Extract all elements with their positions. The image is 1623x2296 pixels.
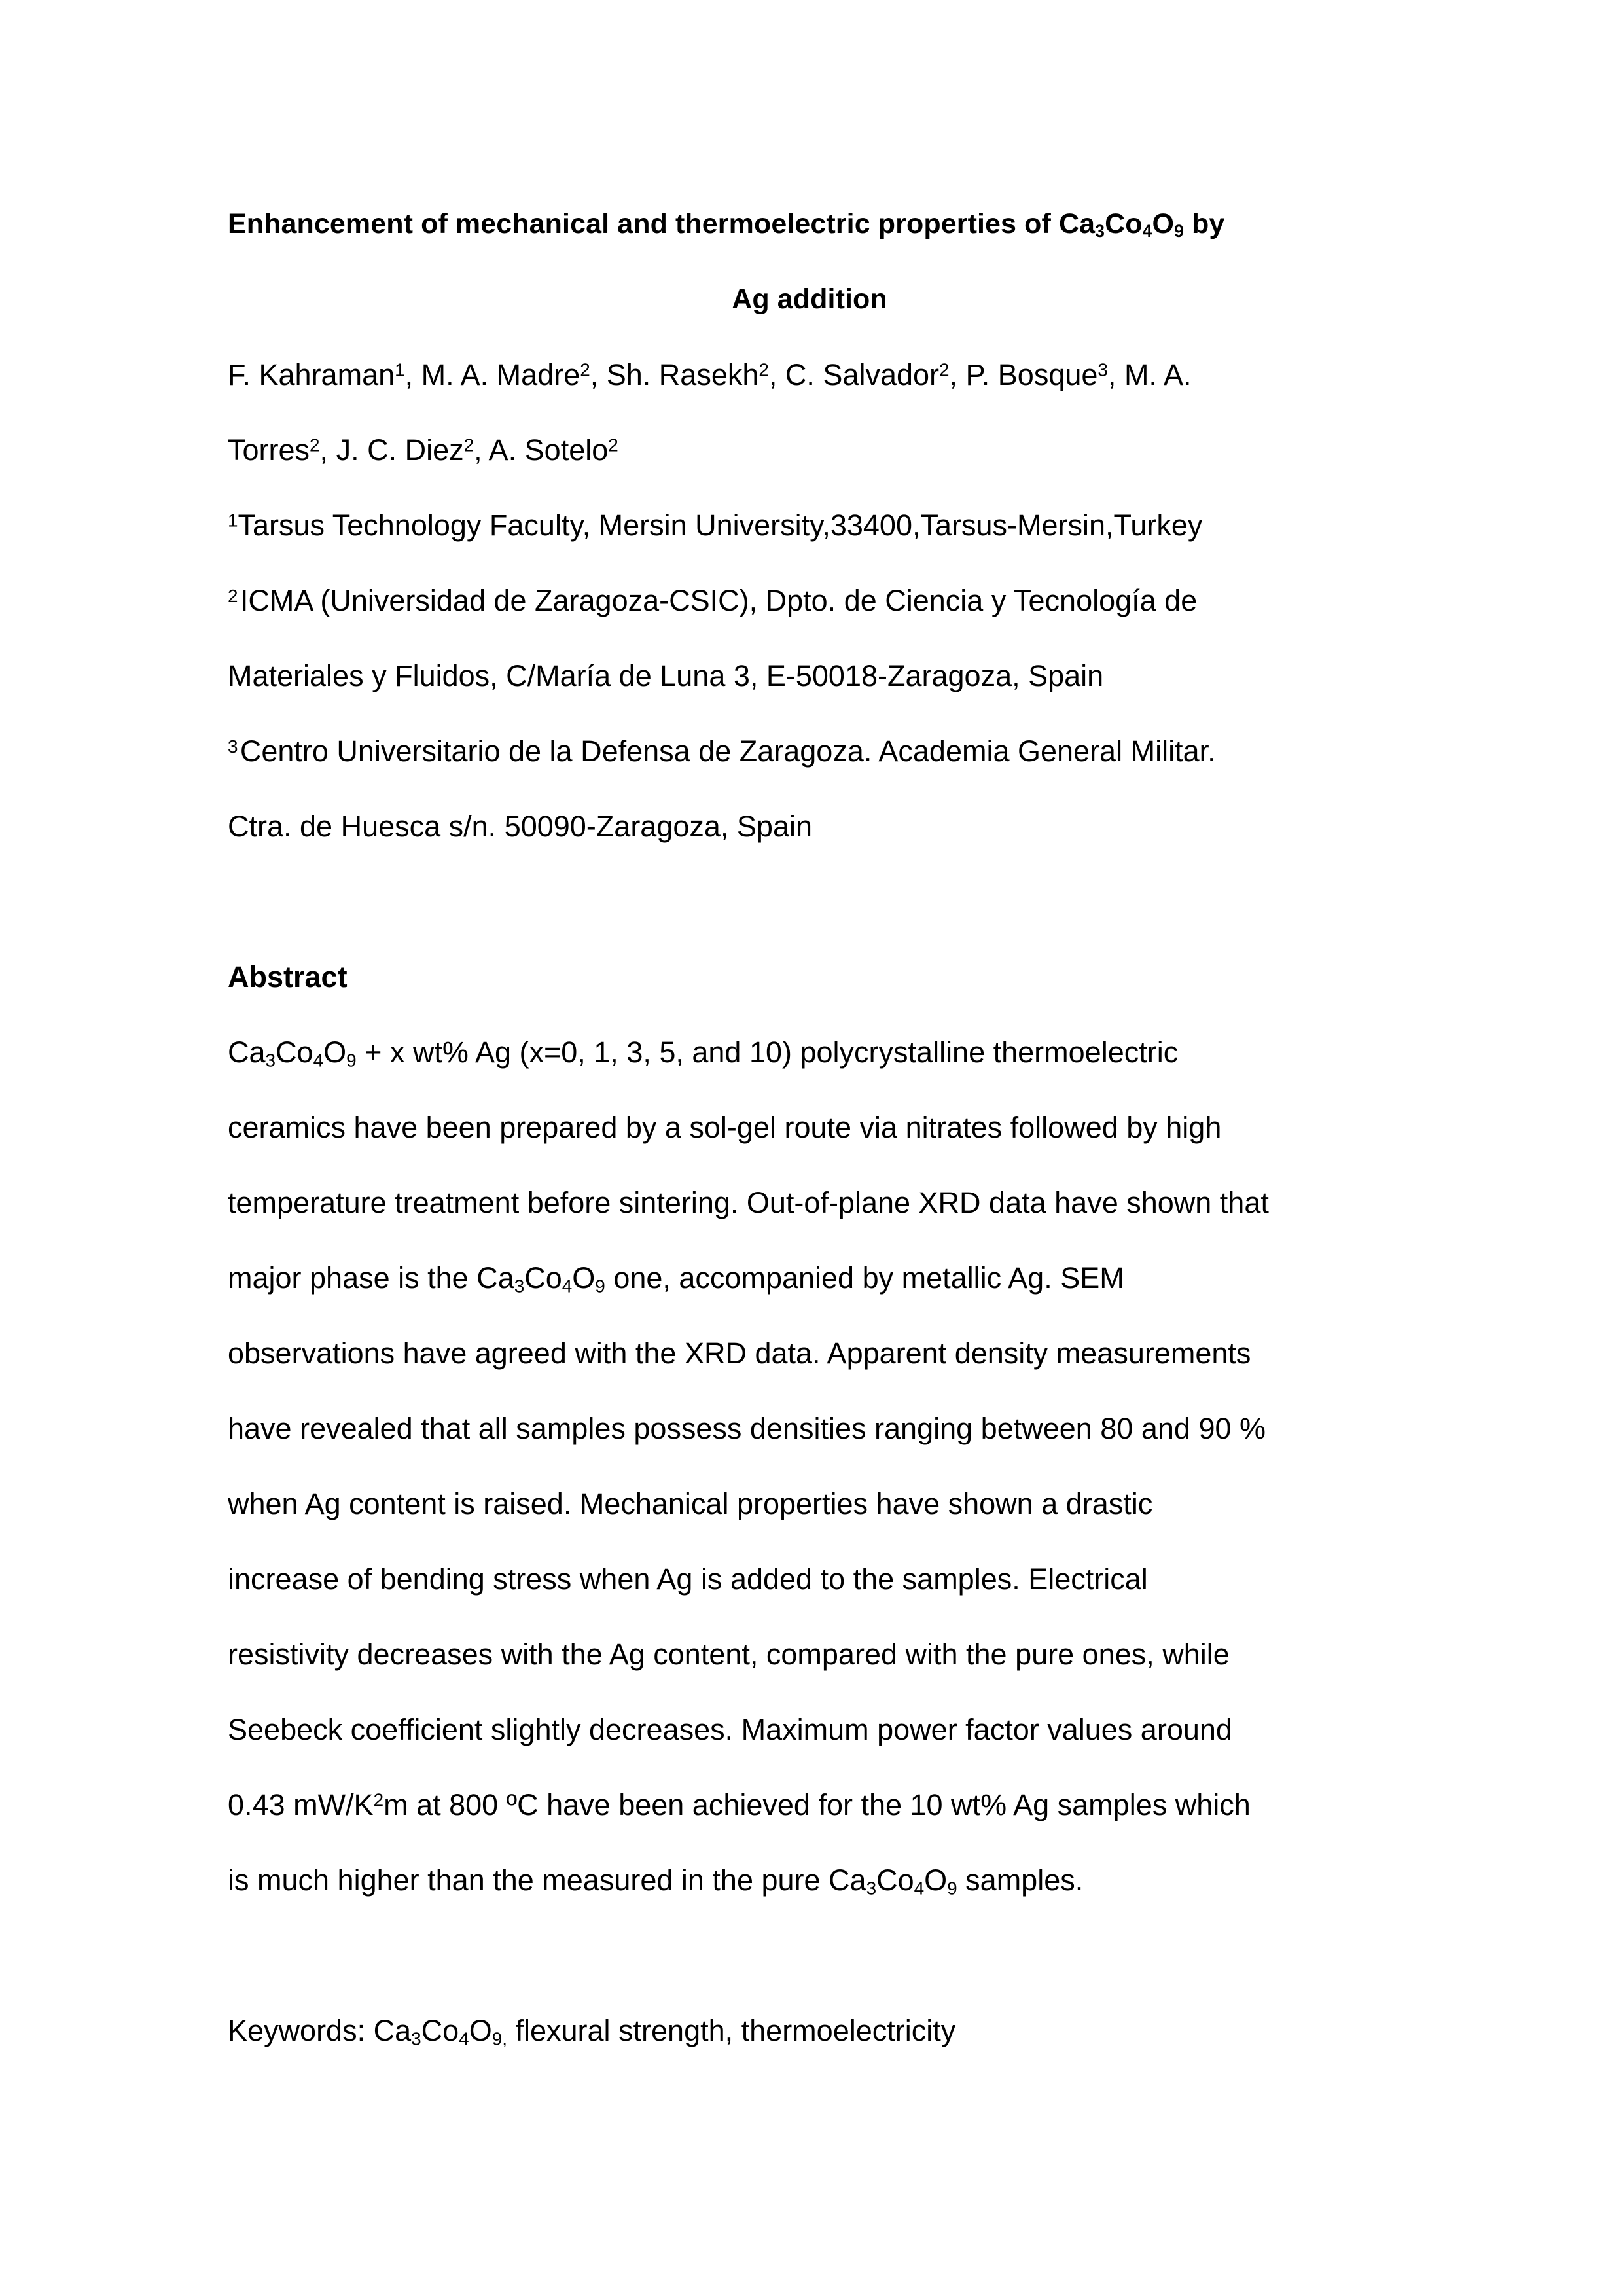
author-torres-affil-marker: 2: [310, 435, 320, 456]
abstract-heading: [228, 939, 1391, 1014]
abstract-text-run: Ca: [228, 1035, 266, 1069]
affiliation-1-line-1: [228, 488, 1391, 563]
keywords-rest: flexural strength, thermoelectricity: [507, 2014, 956, 2047]
abstract-text-run: one, accompanied by metallic Ag. SEM: [605, 1261, 1124, 1295]
page-content: [228, 187, 1391, 2068]
abstract-text-run: O: [572, 1261, 596, 1295]
affiliation-2-line-1: [228, 563, 1391, 638]
abstract-text-run: 0.43 mW/K: [228, 1788, 374, 1821]
affiliation-3-line-1: [228, 713, 1391, 789]
affiliation-3-line-2: [228, 789, 1391, 864]
formula-subscript: 9: [595, 1276, 605, 1297]
spacer-before-keywords: [228, 1918, 1391, 1993]
abstract-text-line: [228, 1090, 1391, 1165]
formula-superscript: 2: [373, 1789, 384, 1810]
affiliation-2-marker: 2: [228, 585, 238, 606]
keywords-label: Keywords:: [228, 2014, 374, 2047]
affiliation-2-text-a: ICMA (Universidad de Zaragoza-CSIC), Dpto. de Ciencia y Tecnología de: [240, 584, 1198, 617]
author-sotelo-affil-marker: 2: [608, 435, 618, 456]
abstract-text-run: O: [924, 1863, 948, 1897]
abstract-body: [228, 1014, 1391, 1918]
abstract-text-run: temperature treatment before sintering. Out-of-plane XRD data have shown that: [228, 1186, 1269, 1219]
formula-subscript: 4: [914, 1878, 925, 1899]
title-line2-text: Ag addition: [732, 283, 887, 315]
author-torres: Torres: [228, 433, 310, 467]
formula-subscript: 3: [265, 1050, 276, 1071]
abstract-text-line: [228, 1316, 1391, 1391]
author-sep-6: ,: [319, 433, 336, 467]
abstract-text-run: + x wt% Ag (x=0, 1, 3, 5, and 10) polycrystalline thermoelectric: [356, 1035, 1179, 1069]
title-text-co: Co: [1105, 208, 1143, 240]
title-text-pre: Enhancement of mechanical and thermoelectric properties of Ca: [228, 208, 1096, 240]
author-kahraman-affil-marker: 1: [395, 359, 405, 380]
title-sub-4: 4: [1142, 221, 1152, 242]
title-text-o: O: [1152, 208, 1175, 240]
author-line-1: [228, 337, 1391, 412]
abstract-text-line: [228, 1692, 1391, 1767]
abstract-text-run: ceramics have been prepared by a sol-gel route via nitrates followed by high: [228, 1111, 1222, 1144]
abstract-text-run: major phase is the Ca: [228, 1261, 514, 1295]
author-kahraman: F. Kahraman: [228, 358, 395, 391]
abstract-text-run: Co: [276, 1035, 313, 1069]
author-diez: J. C. Diez: [336, 433, 464, 467]
keywords-line: [228, 1993, 1391, 2068]
abstract-text-run: increase of bending stress when Ag is added to the samples. Electrical: [228, 1562, 1148, 1596]
formula-subscript: 4: [562, 1276, 573, 1297]
abstract-text-line: [228, 1165, 1391, 1240]
author-sep-7: ,: [474, 433, 489, 467]
author-diez-affil-marker: 2: [463, 435, 474, 456]
title-sub-3: 3: [1095, 221, 1105, 242]
spacer-before-abstract: [228, 864, 1391, 939]
author-salvador-affil-marker: 2: [939, 359, 950, 380]
abstract-text-run: Co: [524, 1261, 562, 1295]
author-sotelo: A. Sotelo: [488, 433, 609, 467]
keywords-sub-9-comma: 9,: [491, 2028, 507, 2049]
affiliation-1-text: Tarsus Technology Faculty, Mersin University,33400,Tarsus-Mersin,Turkey: [238, 509, 1203, 542]
abstract-text-run: samples.: [957, 1863, 1084, 1897]
page-title-line-2: [228, 262, 1391, 337]
abstract-text-line: [228, 1240, 1391, 1316]
author-sep-3: ,: [768, 358, 785, 391]
abstract-text-line: [228, 1842, 1391, 1918]
abstract-text-run: observations have agreed with the XRD data. Apparent density measurements: [228, 1336, 1251, 1370]
author-bosque-affil-marker: 3: [1097, 359, 1108, 380]
keywords-sub-3: 3: [411, 2028, 421, 2049]
author-line-2: [228, 412, 1391, 488]
affiliation-3-text-a: Centro Universitario de la Defensa de Zaragoza. Academia General Militar.: [240, 734, 1216, 768]
abstract-text-line: [228, 1541, 1391, 1617]
formula-subscript: 4: [313, 1050, 324, 1071]
author-rasekh: Sh. Rasekh: [606, 358, 759, 391]
formula-subscript: 9: [346, 1050, 357, 1071]
formula-subscript: 9: [947, 1878, 957, 1899]
title-text-post: by: [1184, 208, 1225, 240]
author-bosque: P. Bosque: [965, 358, 1098, 391]
abstract-text-run: Co: [876, 1863, 914, 1897]
abstract-text-run: resistivity decreases with the Ag content, compared with the pure ones, while: [228, 1638, 1230, 1671]
abstract-heading-text: Abstract: [228, 960, 348, 994]
author-madre-affil-marker: 2: [580, 359, 590, 380]
abstract-text-run: O: [323, 1035, 347, 1069]
abstract-text-run: have revealed that all samples possess densities ranging between 80 and 90 %: [228, 1412, 1266, 1445]
formula-subscript: 3: [866, 1878, 877, 1899]
title-sub-9: 9: [1174, 221, 1185, 242]
author-rasekh-affil-marker: 2: [758, 359, 769, 380]
affiliation-2-text-b: Materiales y Fluidos, C/María de Luna 3, E-50018-Zaragoza, Spain: [228, 659, 1104, 692]
abstract-text-line: [228, 1391, 1391, 1466]
author-sep-1: ,: [404, 358, 421, 391]
abstract-text-line: [228, 1767, 1391, 1842]
author-salvador: C. Salvador: [785, 358, 940, 391]
abstract-text-run: when Ag content is raised. Mechanical properties have shown a drastic: [228, 1487, 1153, 1520]
affiliation-3-text-b: Ctra. de Huesca s/n. 50090-Zaragoza, Spain: [228, 810, 813, 843]
keywords-sub-4: 4: [459, 2028, 469, 2049]
keywords-formula-o: O: [469, 2014, 492, 2047]
keywords-formula-co: Co: [421, 2014, 459, 2047]
page-title-line-1: [228, 187, 1391, 262]
affiliation-2-line-2: [228, 638, 1391, 713]
formula-subscript: 3: [514, 1276, 525, 1297]
abstract-text-run: m at 800 ºC have been achieved for the 10 wt% Ag samples which: [383, 1788, 1251, 1821]
author-madre: M. A. Madre: [421, 358, 580, 391]
abstract-text-line: [228, 1466, 1391, 1541]
author-sep-2: ,: [590, 358, 607, 391]
affiliation-3-marker: 3: [228, 736, 238, 757]
abstract-text-line: [228, 1617, 1391, 1692]
keywords-formula-ca: Ca: [373, 2014, 412, 2047]
abstract-text-run: Seebeck coefficient slightly decreases. Maximum power factor values around: [228, 1713, 1232, 1746]
abstract-text-run: is much higher than the measured in the pure Ca: [228, 1863, 866, 1897]
affiliation-1-marker: 1: [228, 510, 238, 531]
author-sep-5: ,: [1107, 358, 1124, 391]
author-sep-4: ,: [949, 358, 966, 391]
abstract-text-line: [228, 1014, 1391, 1090]
author-torres-initials: M. A.: [1124, 358, 1192, 391]
